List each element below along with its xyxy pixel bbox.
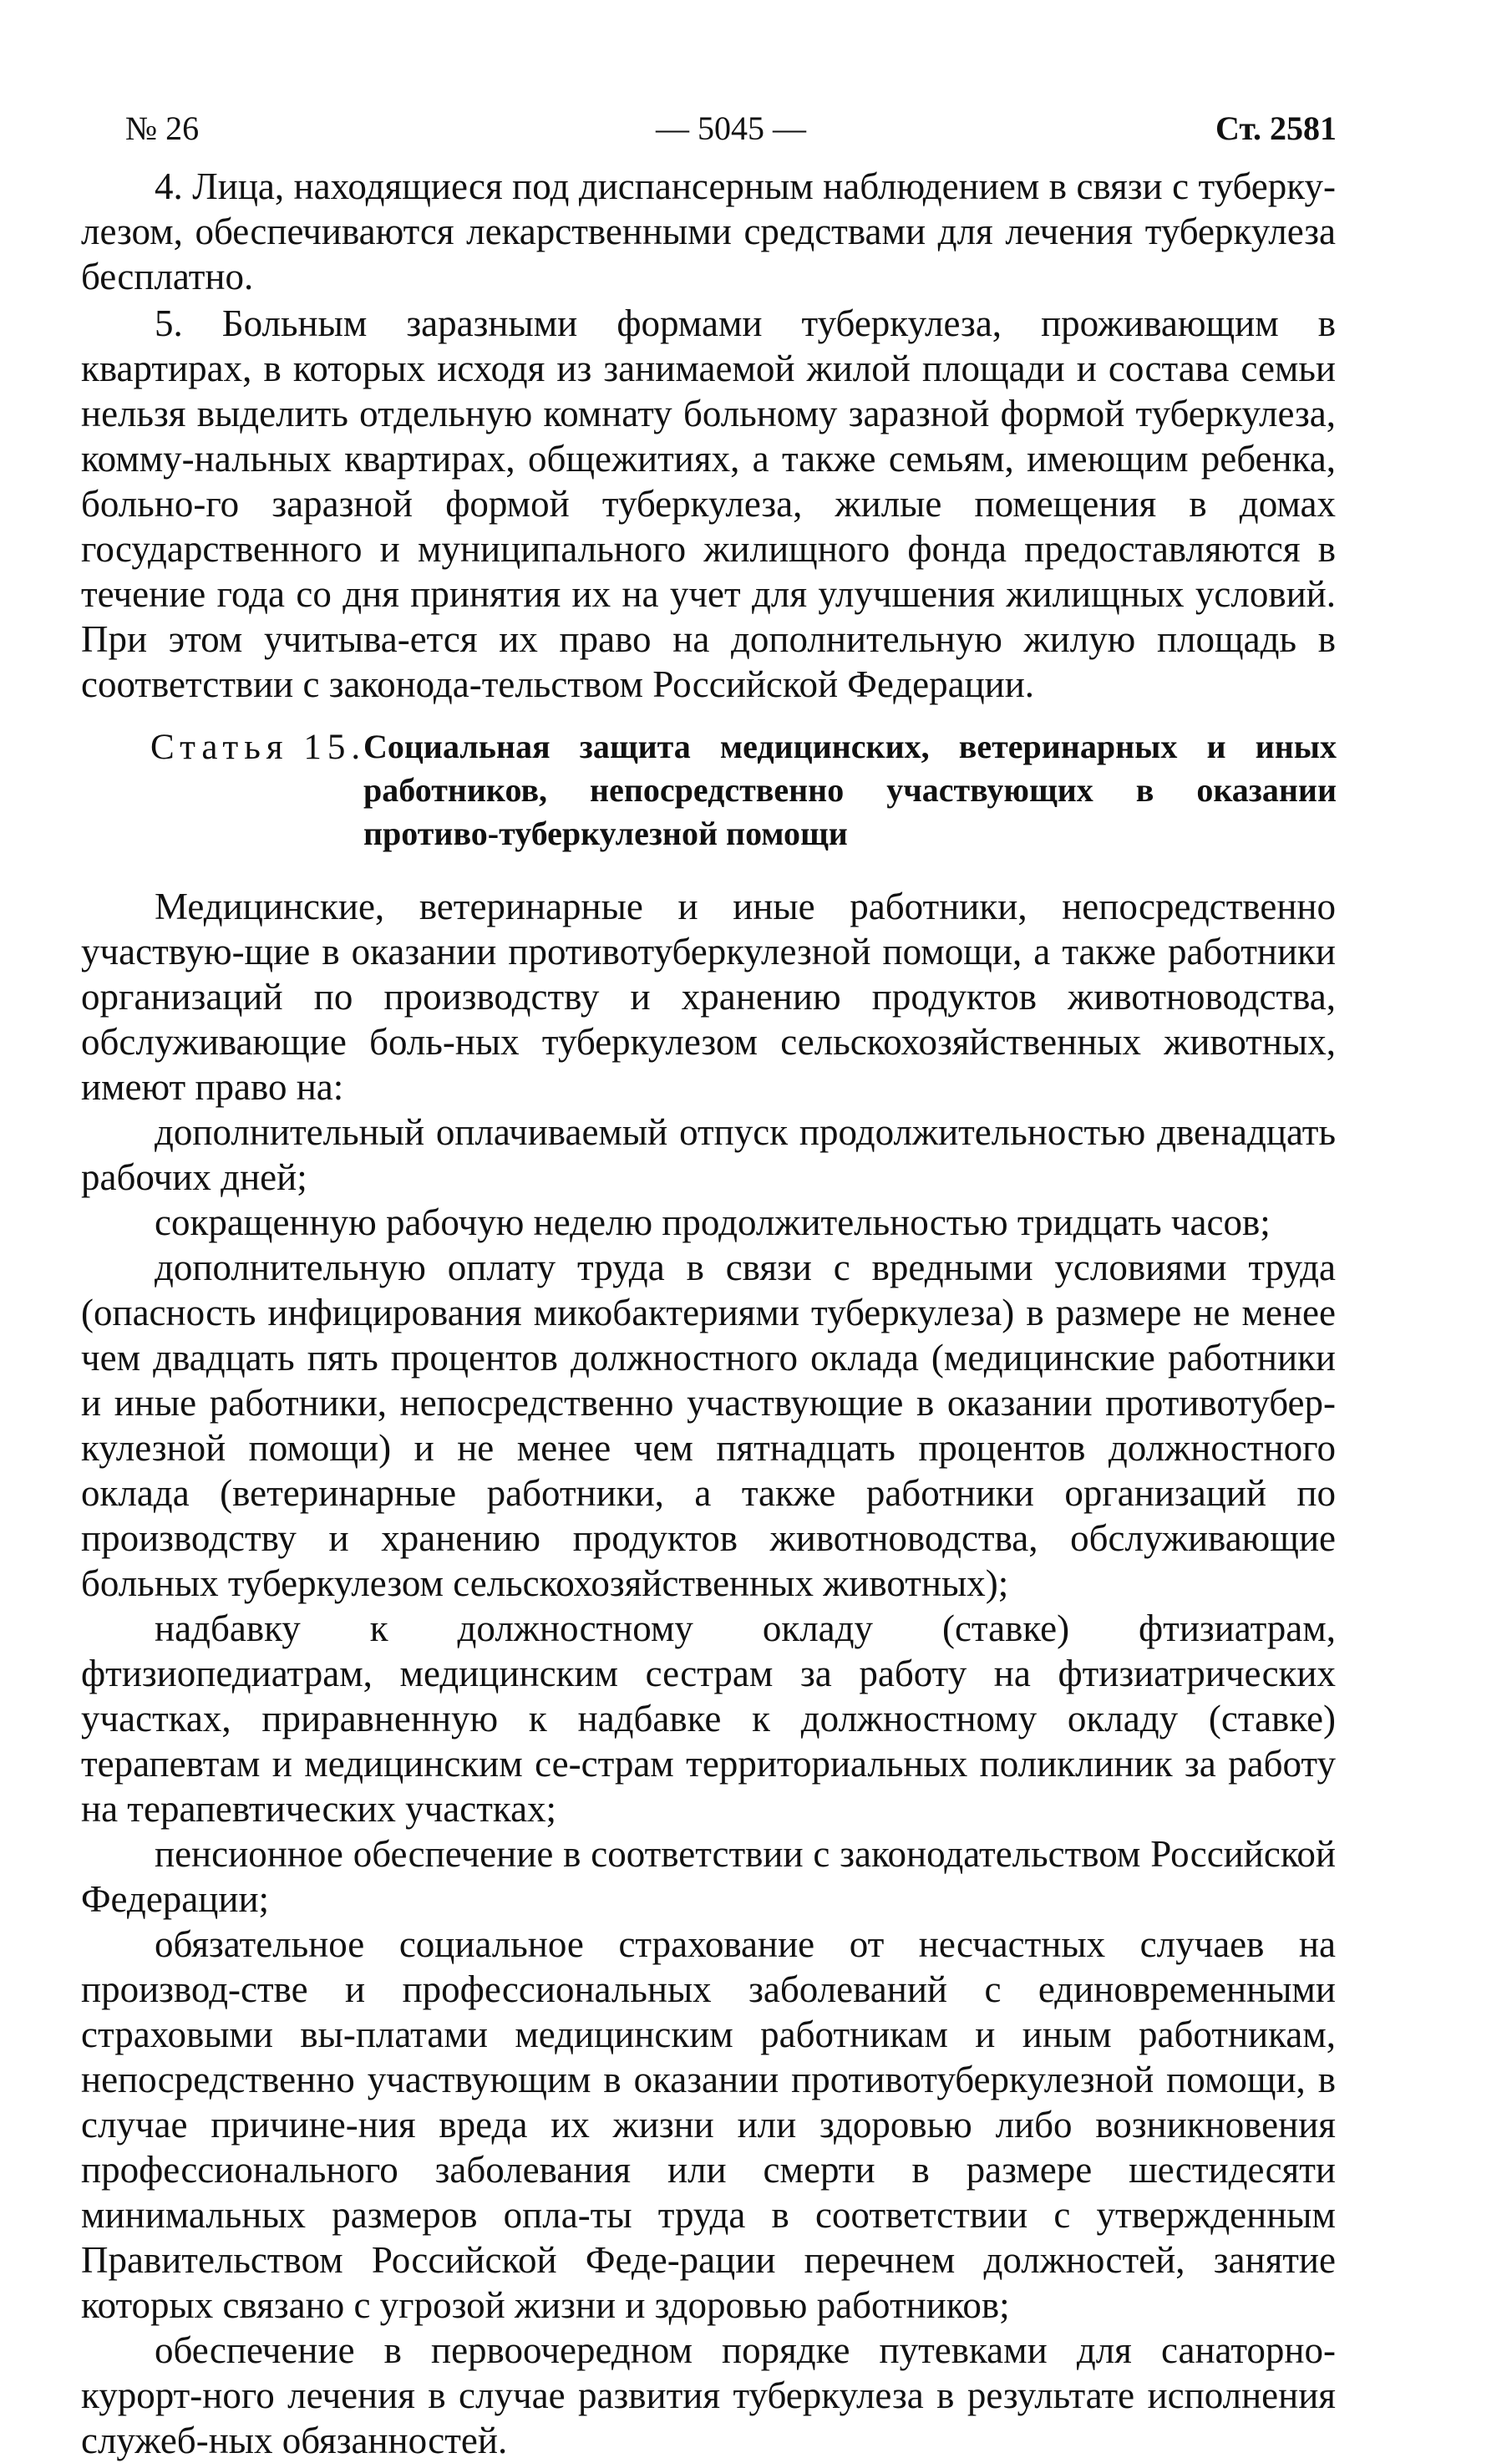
paragraph-5: 5. Больным заразными формами туберкулеза, проживающим в квартирах, в которых исходя из занимаемой жилой площади и состава семьи нельзя выделить отдельную комнату больному заразной формой туберкулеза, комму-нальных квартирах, общежитиях, а также семьям, имеющим ребенка, больно-го заразной формой туберкулеза, жилые помещения в домах государственного и муниципального жилищного фонда предоставляются в течение года со дня принятия их на учет для улучшения жилищных условий. При этом учитыва-ется их право на дополнительную жилую площадь в соответствии с законода-тельством Российской Федерации. xyxy=(81,302,1336,705)
paragraph-block-5 xyxy=(81,301,1336,707)
paragraph-block-top xyxy=(81,164,1336,299)
list-item: дополнительный оплачиваемый отпуск продолжительностью двенадцать рабочих дней; xyxy=(81,1111,1336,1198)
list-item: обязательное социальное страхование от несчастных случаев на производ-стве и профессиональных заболеваний с единовременными страховыми вы-платами медицинским работникам и иным работникам, непосредственно участвующим в оказании противотуберкулезной помощи, в случае причине-ния вреда их жизни или здоровью либо возникновения профессионального заболевания или смерти в размере шестидесяти минимальных размеров опла-ты труда в соответствии с утвержденным Правительством Российской Феде-рации перечнем должностей, занятие которых связано с угрозой жизни и здоровью работников; xyxy=(81,1923,1336,2326)
article-title: Социальная защита медицинских, ветеринарных и иных работников, непосредственно участвующих в оказании противо-туберкулезной помощи xyxy=(363,728,1337,852)
list-item: надбавку к должностному окладу (ставке) фтизиатрам, фтизиопедиатрам, медицинским сестрам за работу на фтизиатрических участках, приравненную к надбавке к должностному окладу (ставке) терапевтам и медицинским се-страм территориальных поликлиник за работу на терапевтических участках; xyxy=(81,1607,1336,1830)
list-item: дополнительную оплату труда в связи с вредными условиями труда (опасность инфицирования микобактериями туберкулеза) в размере не менее чем двадцать пять процентов должностного оклада (медицинские работники и иные работники, непосредственно участвующие в оказании противотубер-кулезной помощи) и не менее чем пятнадцать процентов должностного оклада (ветеринарные работники, а также работники организаций по производству и хранению продуктов животноводства, обслуживающие больных туберкулезом сельскохозяйственных животных); xyxy=(81,1247,1336,1604)
article-body xyxy=(81,884,1336,2463)
article-label: Статья 15. xyxy=(150,728,367,767)
article-reference: Ст. 2581 xyxy=(1215,109,1337,147)
article-intro: Медицинские, ветеринарные и иные работники, непосредственно участвую-щие в оказании противотуберкулезной помощи, а также работники организаций по производству и хранению продуктов животноводства, обслуживающие боль-ных туберкулезом сельскохозяйственных животных, имеют право на: xyxy=(81,886,1336,1108)
list-item: пенсионное обеспечение в соответствии с законодательством Российской Федерации; xyxy=(81,1833,1336,1920)
list-item: обеспечение в первоочередном порядке путевками для санаторно-курорт-ного лечения в случае развития туберкулеза в результате исполнения служеб-ных обязанностей. xyxy=(81,2329,1336,2461)
list-item: сокращенную рабочую неделю продолжительностью тридцать часов; xyxy=(155,1201,1271,1243)
paragraph-4: 4. Лица, находящиеся под диспансерным наблюдением в связи с туберку-лезом, обеспечиваются лекарственными средствами для лечения туберкулеза бесплатно. xyxy=(81,165,1336,297)
issue-number: № 26 xyxy=(125,109,200,147)
page-header xyxy=(125,104,1337,154)
page-number: — 5045 — xyxy=(656,109,806,147)
